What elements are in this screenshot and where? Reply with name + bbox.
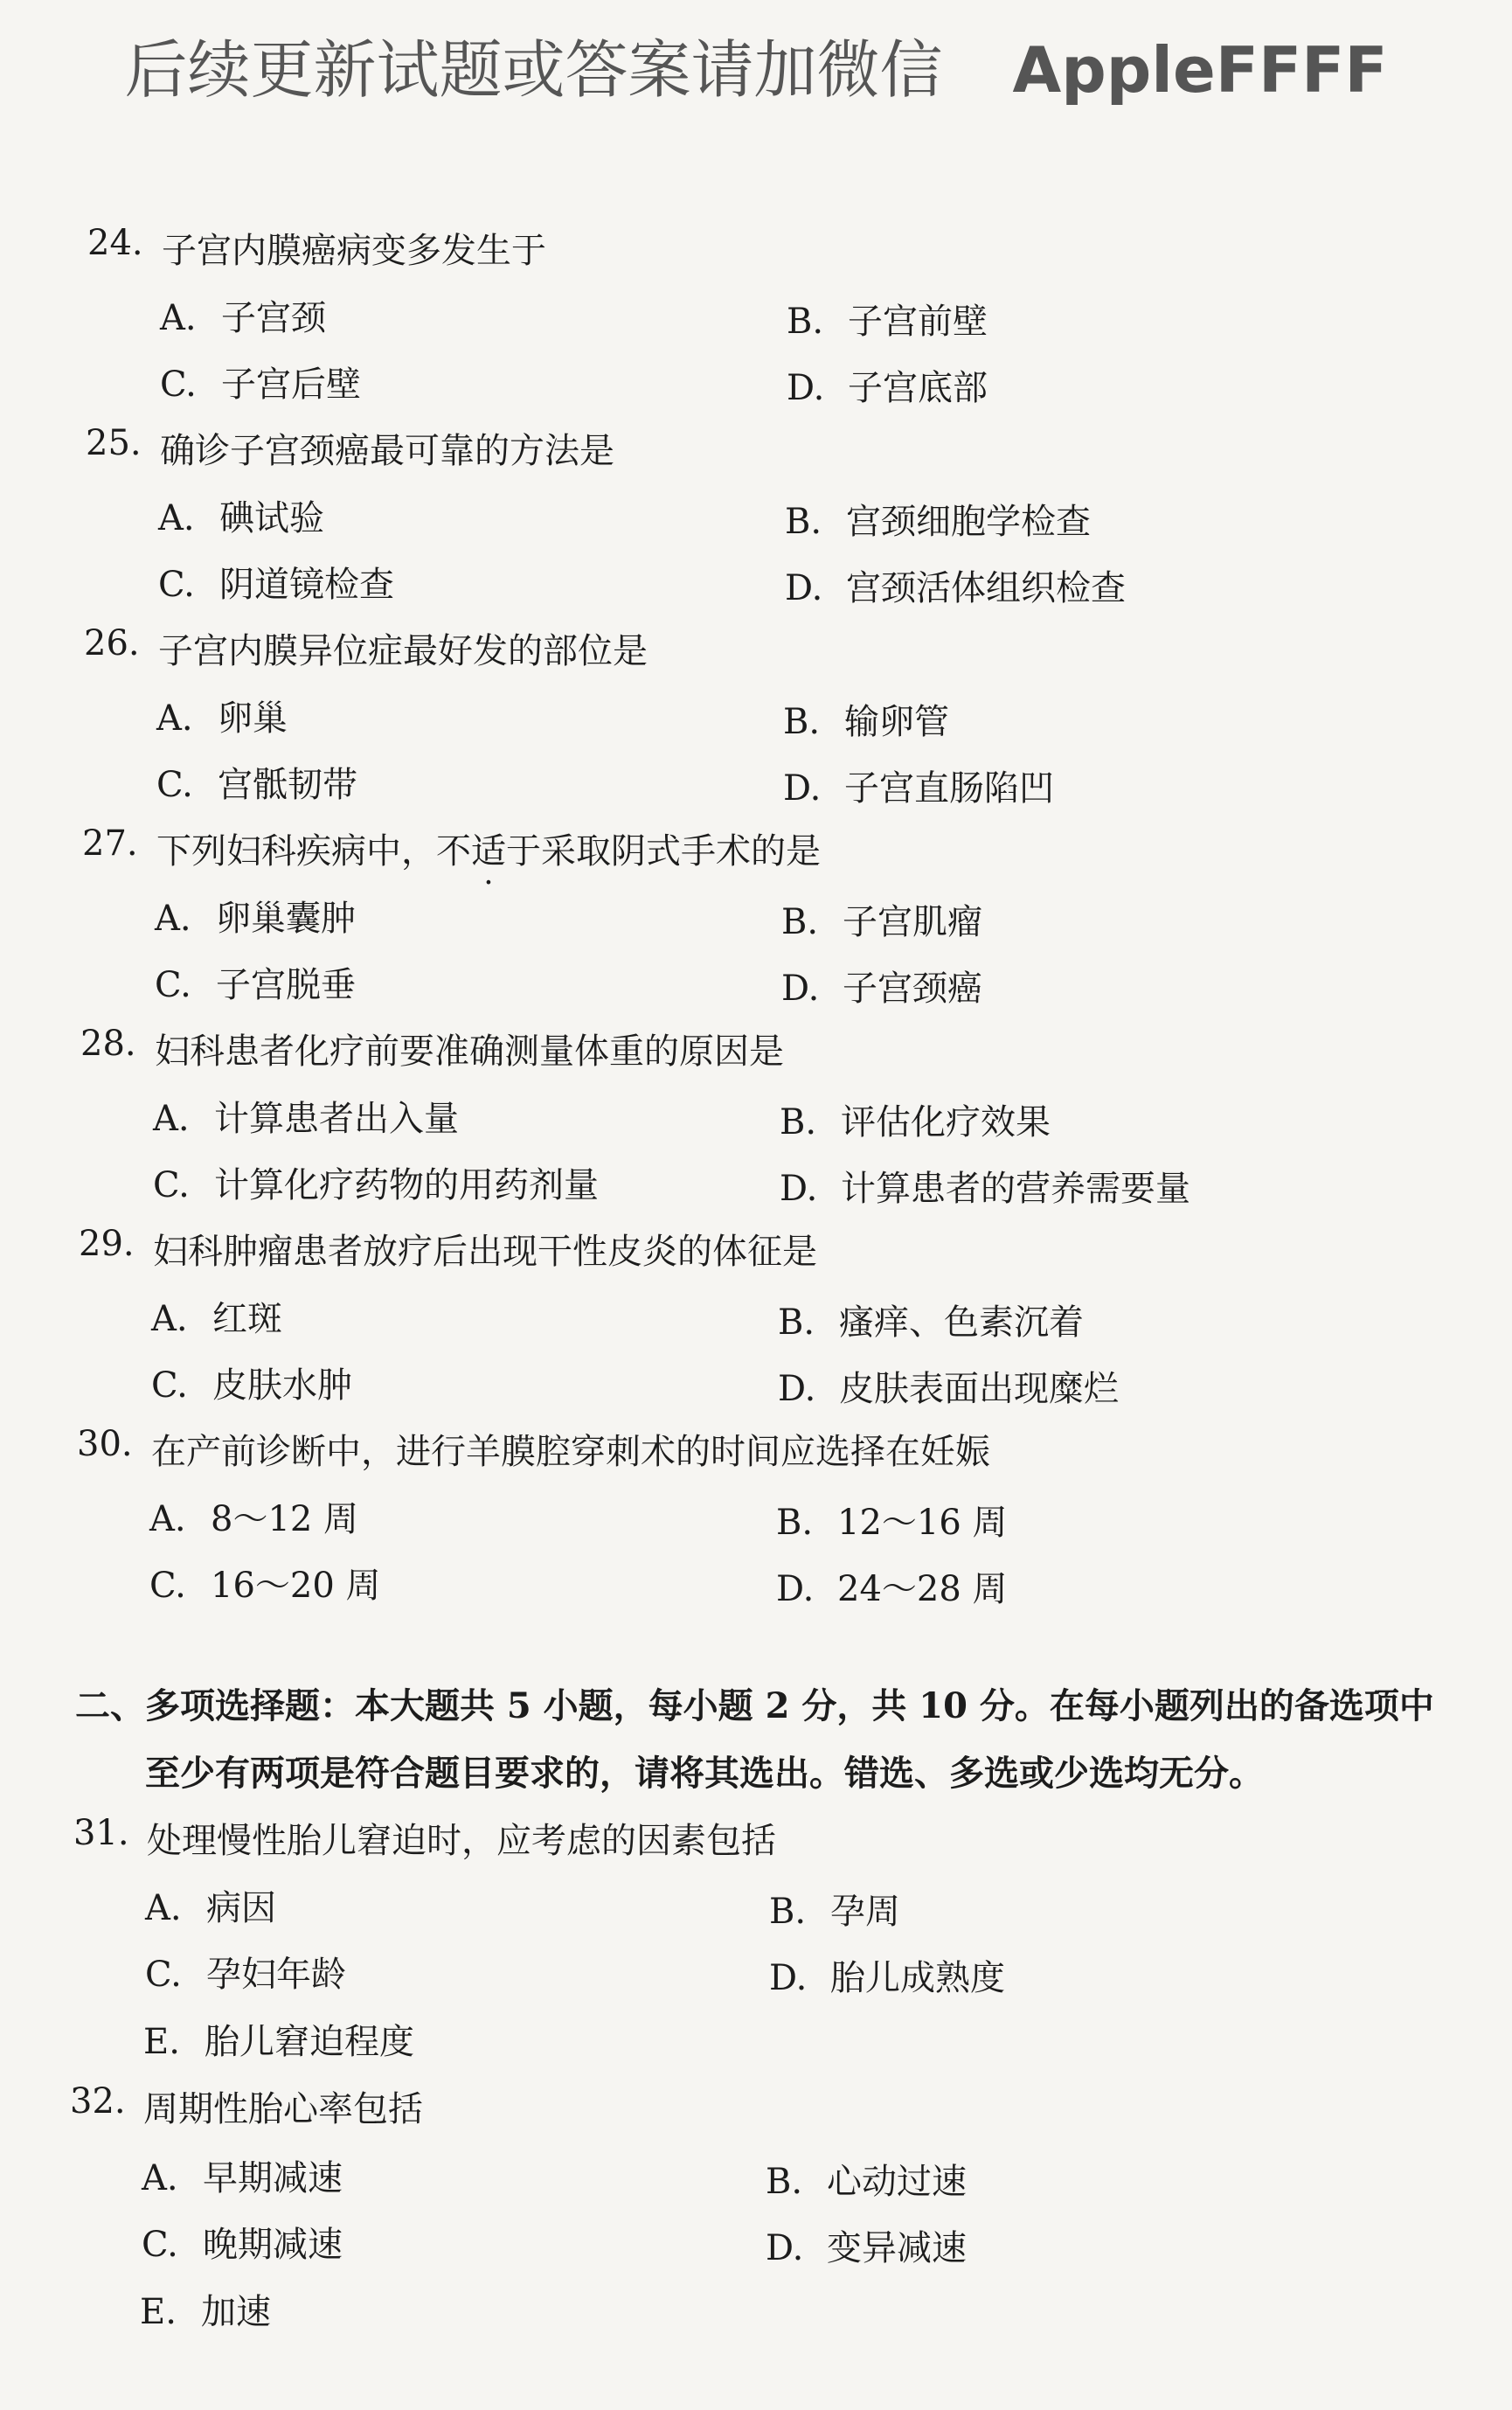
option-text: 输卵管 — [844, 702, 949, 742]
option-b — [787, 294, 988, 344]
option-text: 子宫颈癌 — [843, 969, 982, 1009]
option-text: 子宫底部 — [848, 368, 988, 408]
option-c — [145, 1947, 346, 1997]
stem-part: 采取阴式手术的是 — [541, 831, 821, 872]
option-letter: A. — [145, 1888, 182, 1928]
question-stem: 子宫内膜癌病变多发生于 — [162, 231, 546, 271]
option-letter: A. — [149, 1499, 186, 1539]
option-d — [778, 1361, 1119, 1411]
option-a — [142, 2150, 343, 2200]
option-letter: C. — [145, 1955, 182, 1995]
header-wechat-id: AppleFFFF — [1012, 33, 1388, 107]
question-number: 24. — [87, 223, 143, 263]
header-banner — [0, 19, 1512, 110]
option-c — [155, 957, 356, 1007]
question-number: 28. — [80, 1024, 136, 1064]
option-text: 子宫前壁 — [848, 302, 988, 342]
option-letter: A. — [155, 899, 191, 939]
option-text: 碘试验 — [219, 498, 324, 538]
option-text: 16～20 周 — [211, 1566, 381, 1606]
option-c — [153, 1157, 599, 1207]
question-stem: 子宫内膜异位症最好发的部位是 — [158, 631, 648, 671]
option-letter: B. — [778, 1302, 815, 1343]
option-letter: D. — [783, 768, 822, 809]
header-title: 后续更新试题或答案请加微信 — [124, 33, 943, 107]
option-text: 宫颈活体组织检查 — [846, 568, 1126, 608]
option-d — [776, 1561, 1008, 1611]
option-letter: C. — [151, 1365, 188, 1406]
question-stem: 在产前诊断中，进行羊膜腔穿刺术的时间应选择在妊娠 — [151, 1432, 990, 1472]
option-letter: C. — [142, 2225, 178, 2265]
option-text: 计算患者的营养需要量 — [841, 1169, 1190, 1209]
option-b — [785, 494, 1091, 544]
option-b — [780, 1094, 1051, 1144]
option-letter: B. — [776, 1503, 814, 1543]
option-letter: D. — [776, 1569, 815, 1609]
option-c — [160, 357, 361, 406]
option-letter: B. — [781, 902, 819, 942]
option-text: 孕妇年龄 — [206, 1955, 346, 1995]
option-letter: B. — [783, 702, 821, 742]
question-number: 30. — [77, 1424, 133, 1464]
option-letter: C. — [160, 365, 197, 405]
option-letter: D. — [778, 1369, 816, 1409]
option-text: 8～12 周 — [211, 1499, 359, 1539]
option-b — [783, 694, 949, 744]
option-text: 红斑 — [212, 1299, 282, 1339]
option-text: 子宫直肠陷凹 — [844, 768, 1054, 809]
stem-part: 下列妇科疾病中， — [156, 831, 436, 872]
option-text: 皮肤表面出现糜烂 — [839, 1369, 1119, 1409]
option-letter: A. — [142, 2158, 178, 2198]
option-d — [780, 1161, 1190, 1211]
question-stem: 妇科肿瘤患者放疗后出现干性皮炎的体征是 — [153, 1232, 817, 1272]
section-heading: 二、多项选择题：本大题共 5 小题，每小题 2 分，共 10 分。在每小题列出的备选项中 — [75, 1685, 1434, 1726]
option-a — [149, 1491, 358, 1541]
option-letter: C. — [158, 565, 195, 605]
option-c — [156, 757, 357, 807]
option-letter: B. — [766, 2162, 803, 2202]
option-text: 胎儿窘迫程度 — [205, 2022, 414, 2062]
option-letter: A. — [158, 498, 195, 538]
option-letter: D. — [781, 969, 820, 1009]
option-text: 皮肤水肿 — [212, 1365, 352, 1406]
option-letter: D. — [769, 1958, 808, 1998]
option-text: 胎儿成熟度 — [830, 1958, 1005, 1998]
option-letter: C. — [156, 765, 193, 805]
option-text: 子宫颈 — [221, 298, 326, 338]
option-letter: D. — [785, 568, 823, 608]
option-c — [151, 1358, 352, 1407]
option-d — [766, 2220, 967, 2270]
option-a — [145, 1880, 276, 1930]
question-number: 29. — [79, 1224, 135, 1264]
question-stem: 处理慢性胎儿窘迫时，应考虑的因素包括 — [147, 1821, 776, 1861]
option-letter: C. — [155, 965, 191, 1005]
option-letter: A. — [160, 298, 197, 338]
option-letter: B. — [780, 1102, 817, 1142]
option-letter: E. — [143, 2022, 180, 2062]
option-text: 晚期减速 — [203, 2225, 343, 2265]
option-text: 计算患者出入量 — [214, 1099, 459, 1139]
option-text: 计算化疗药物的用药剂量 — [214, 1165, 599, 1205]
option-letter: D. — [766, 2228, 804, 2268]
option-text: 12～16 周 — [837, 1503, 1008, 1543]
option-text: 子宫肌瘤 — [843, 902, 982, 942]
option-e — [140, 2284, 271, 2334]
option-letter: B. — [787, 302, 824, 342]
option-text: 早期减速 — [203, 2158, 343, 2198]
question-number: 25. — [86, 423, 142, 463]
option-d — [785, 560, 1126, 610]
option-text: 宫骶韧带 — [218, 765, 357, 805]
option-b — [781, 894, 982, 944]
option-text: 24～28 周 — [837, 1569, 1008, 1609]
option-text: 子宫后壁 — [221, 365, 361, 405]
option-d — [781, 961, 982, 1011]
option-letter: B. — [785, 502, 822, 542]
question-stem: 妇科患者化疗前要准确测量体重的原因是 — [155, 1031, 784, 1072]
option-text: 卵巢囊肿 — [216, 899, 356, 939]
option-text: 卵巢 — [218, 698, 288, 739]
question-stem — [156, 823, 821, 873]
option-b — [766, 2154, 967, 2204]
option-c — [158, 557, 394, 607]
option-letter: D. — [780, 1169, 818, 1209]
option-letter: A. — [153, 1099, 190, 1139]
option-d — [783, 761, 1054, 810]
question-stem: 确诊子宫颈癌最可靠的方法是 — [160, 431, 614, 471]
option-d — [787, 360, 988, 410]
option-text: 加速 — [201, 2292, 271, 2332]
section-instructions: 至少有两项是符合题目要求的，请将其选出。错选、多选或少选均无分。 — [145, 1753, 1264, 1794]
option-text: 心动过速 — [827, 2162, 967, 2202]
option-text: 宫颈细胞学检查 — [846, 502, 1091, 542]
option-text: 子宫脱垂 — [216, 965, 356, 1005]
option-letter: E. — [140, 2292, 177, 2332]
option-text: 孕周 — [830, 1892, 900, 1932]
option-letter: D. — [787, 368, 825, 408]
question-number: 26. — [84, 623, 140, 663]
option-letter: A. — [156, 698, 193, 739]
option-b — [778, 1295, 1084, 1344]
option-letter: C. — [149, 1566, 186, 1606]
option-text: 阴道镜检查 — [219, 565, 394, 605]
option-text: 病因 — [206, 1888, 276, 1928]
option-e — [143, 2014, 414, 2064]
option-a — [151, 1291, 282, 1341]
question-stem: 周期性胎心率包括 — [143, 2089, 423, 2129]
stem-emphasis: 不适于 — [436, 831, 541, 872]
option-a — [160, 290, 326, 340]
option-letter: C. — [153, 1165, 190, 1205]
option-c — [149, 1558, 381, 1608]
option-b — [776, 1495, 1008, 1545]
option-text: 评估化疗效果 — [841, 1102, 1051, 1142]
option-a — [155, 891, 356, 941]
option-text: 瘙痒、色素沉着 — [839, 1302, 1084, 1343]
option-letter: B. — [769, 1892, 807, 1932]
option-c — [142, 2217, 343, 2267]
question-number: 32. — [70, 2081, 126, 2122]
option-a — [153, 1091, 459, 1141]
question-number: 27. — [82, 823, 138, 864]
option-a — [156, 691, 288, 740]
option-d — [769, 1950, 1005, 2000]
option-text: 变异减速 — [827, 2228, 967, 2268]
option-a — [158, 490, 324, 540]
option-letter: A. — [151, 1299, 188, 1339]
question-number: 31. — [73, 1813, 129, 1853]
option-b — [769, 1884, 900, 1934]
